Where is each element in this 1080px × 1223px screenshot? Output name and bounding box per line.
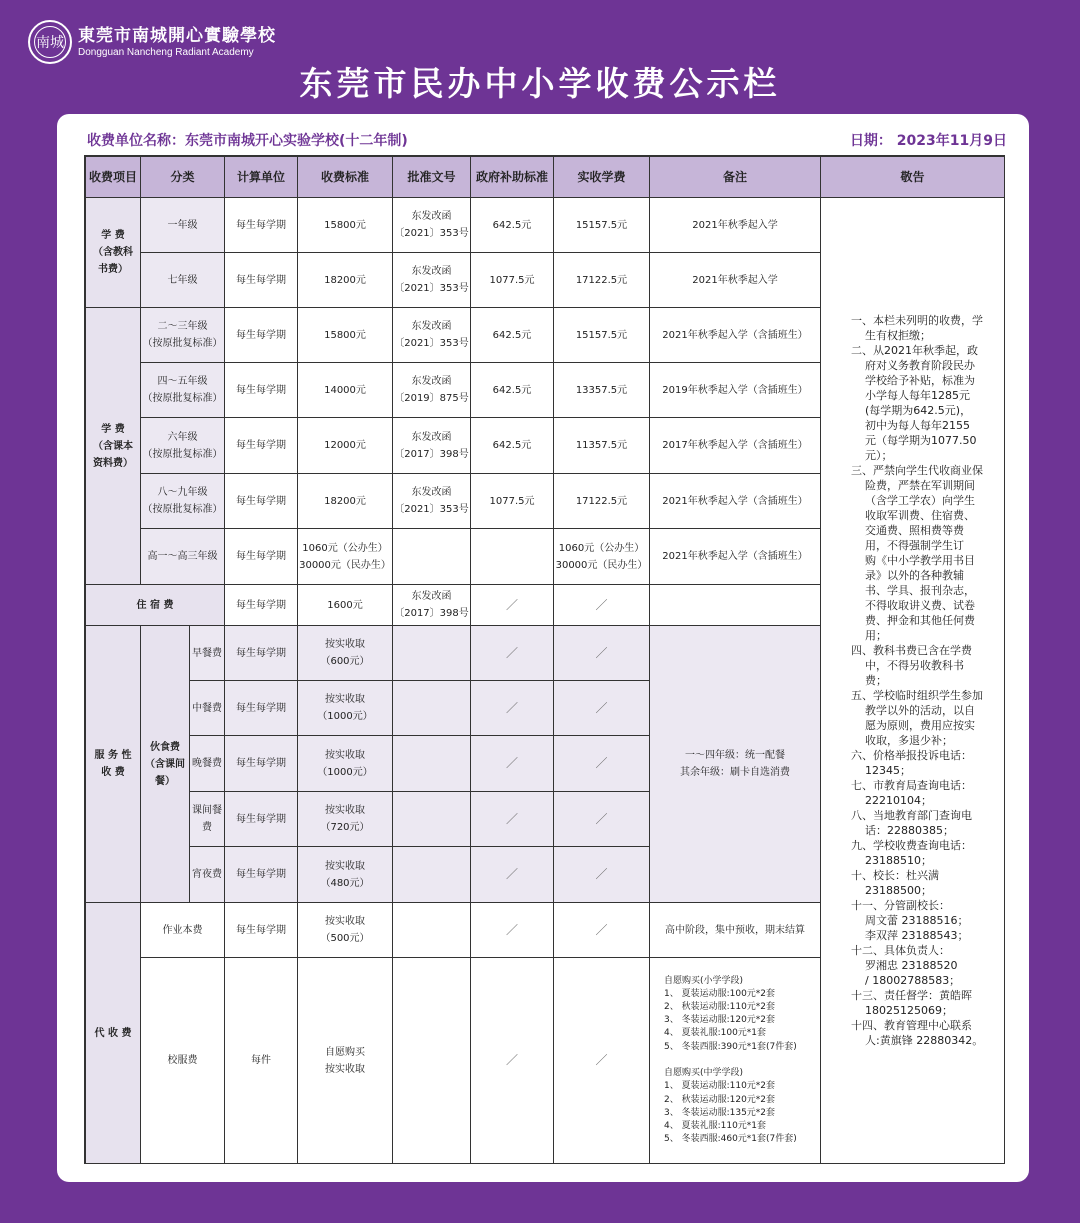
tuition-grade-line: 高一～高三年级 (147, 551, 218, 562)
slash-mark: ／ (471, 792, 554, 847)
boarding-doc-line: 〔2017〕398号 (394, 608, 469, 619)
notice-column-line: 九、学校收费查询电话： 23188510； (851, 839, 972, 867)
category-tuition-textbook-line: 书费） (98, 264, 128, 275)
meal-standard (298, 681, 393, 736)
tuition-unit: 每生每学期 (225, 198, 298, 253)
tuition-standard-line: 18200元 (324, 274, 366, 286)
tuition-grade-line: 七年级 (167, 274, 198, 286)
category-tuition-materials-line: （含课本 (93, 440, 133, 452)
category-tuition-materials-line: 资料费） (93, 457, 133, 469)
tuition-actual (554, 253, 650, 308)
homework-name: 作业本费 (141, 903, 225, 958)
meal-standard-line: （1000元） (317, 711, 373, 722)
tuition-grade-line: （按原批复标准） (142, 393, 223, 404)
tuition-doc-line: 〔2021〕353号 (394, 338, 469, 349)
slash-mark: ／ (554, 903, 650, 958)
slash-mark: ／ (554, 681, 650, 736)
tuition-unit: 每生每学期 (225, 474, 298, 529)
category-meal (141, 626, 190, 903)
boarding-remark (650, 585, 821, 626)
tuition-actual-line: 17122.5元 (575, 274, 628, 286)
tuition-remark: 2021年秋季起入学（含插班生） (650, 529, 821, 585)
slash-mark: ／ (471, 626, 554, 681)
tuition-standard-line: 18200元 (324, 495, 366, 507)
meal-name: 早餐费 (190, 626, 225, 681)
slash-mark: ／ (554, 792, 650, 847)
category-service (86, 626, 141, 903)
tuition-doc-line: 〔2019〕875号 (394, 393, 469, 404)
meal-unit: 每生每学期 (225, 626, 298, 681)
meal-standard-line: 按实收取 (325, 860, 365, 872)
meal-unit: 每生每学期 (225, 736, 298, 792)
uniform-standard-line: 按实收取 (325, 1063, 365, 1075)
tuition-actual (554, 363, 650, 418)
tuition-grade-line: 二～三年级 (157, 321, 208, 332)
slash-mark: ／ (554, 958, 650, 1164)
tuition-grade (141, 363, 225, 418)
tuition-doc (393, 308, 471, 363)
category-tuition-textbook (86, 198, 141, 308)
uniform-name: 校服费 (141, 958, 225, 1164)
boarding-unit: 每生每学期 (225, 585, 298, 626)
meal-standard-line: 按实收取 (325, 639, 365, 650)
category-tuition-textbook-line: 学 费 (101, 230, 125, 241)
tuition-grade-line: 六年级 (167, 431, 198, 443)
meal-remark-line: 其余年级：刷卡自选消费 (680, 767, 790, 778)
tuition-grade-line: （按原批复标准） (142, 448, 223, 460)
meal-remark-line: 一～四年级：统一配餐 (685, 750, 785, 761)
tuition-remark: 2019年秋季起入学（含插班生） (650, 363, 821, 418)
tuition-remark: 2021年秋季起入学 (650, 198, 821, 253)
slash-mark: ／ (471, 681, 554, 736)
notice-column-line: 一、本栏未列明的收费，学 生有权拒缴； (851, 314, 983, 342)
meal-doc (393, 847, 471, 903)
school-name-en: Dongguan Nancheng Radiant Academy (78, 46, 254, 58)
tuition-subsidy: 1077.5元 (471, 474, 554, 529)
tuition-subsidy: 642.5元 (471, 308, 554, 363)
tuition-standard-line: 30000元（民办生） (299, 559, 391, 571)
category-meal-line: 餐） (155, 775, 175, 787)
slash-mark: ／ (554, 847, 650, 903)
header-notice: 敬告 (821, 157, 1005, 198)
tuition-grade (141, 418, 225, 474)
meal-unit: 每生每学期 (225, 681, 298, 736)
header-unit: 计算单位 (225, 157, 298, 198)
tuition-grade (141, 308, 225, 363)
tuition-unit: 每生每学期 (225, 529, 298, 585)
tuition-grade (141, 198, 225, 253)
uniform-doc (393, 958, 471, 1164)
notice-column-line: 四、教科书费已含在学费 中，不得另收教科书 费； (851, 644, 972, 687)
tuition-subsidy: 642.5元 (471, 418, 554, 474)
tuition-standard (298, 198, 393, 253)
tuition-actual-line: 11357.5元 (575, 440, 628, 451)
meal-standard (298, 736, 393, 792)
tuition-doc (393, 529, 471, 585)
meal-doc (393, 736, 471, 792)
tuition-remark: 2017年秋季起入学（含插班生） (650, 418, 821, 474)
tuition-remark: 2021年秋季起入学 (650, 253, 821, 308)
tuition-standard (298, 363, 393, 418)
uniform-remark-line: 5、 冬装西服:390元*1套(7件套) (664, 1041, 797, 1052)
tuition-standard-line: 1060元（公办生） (302, 542, 388, 554)
tuition-unit: 每生每学期 (225, 363, 298, 418)
slash-mark: ／ (471, 736, 554, 792)
slash-mark: ／ (471, 585, 554, 626)
slash-mark: ／ (471, 847, 554, 903)
tuition-actual (554, 308, 650, 363)
tuition-doc-line: 东发改函 (411, 431, 452, 443)
tuition-grade-line: 一年级 (167, 219, 198, 231)
tuition-grade-line: 四～五年级 (157, 376, 208, 387)
meal-doc (393, 626, 471, 681)
meal-standard-line: （1000元） (317, 766, 373, 778)
notice-column-line: 十一、分管副校长： 周文蕾 23188516； 李双萍 23188543； (851, 899, 969, 942)
tuition-doc-line: 〔2017〕398号 (394, 448, 469, 460)
meal-standard-line: （480元） (320, 877, 370, 889)
uniform-standard-line: 自愿购买 (325, 1046, 365, 1058)
uniform-remark-line: 4、 夏装礼服:110元*1套 (664, 1120, 767, 1131)
slash-mark: ／ (471, 958, 554, 1164)
meal-doc (393, 792, 471, 847)
tuition-doc-line: 东发改函 (411, 321, 452, 332)
boarding-doc (393, 585, 471, 626)
tuition-remark: 2021年秋季起入学（含插班生） (650, 308, 821, 363)
tuition-unit: 每生每学期 (225, 253, 298, 308)
slash-mark: ／ (554, 585, 650, 626)
tuition-standard-line: 15800元 (324, 219, 366, 231)
uniform-remark-line: 1、 夏装运动服:110元*2套 (664, 1081, 776, 1092)
meal-name: 宵夜费 (190, 847, 225, 903)
header-standard: 收费标准 (298, 157, 393, 198)
notice-column-line: 六、价格举报投诉电话： 12345； (851, 749, 972, 777)
tuition-standard-line: 12000元 (324, 440, 366, 451)
header-doc: 批准文号 (393, 157, 471, 198)
tuition-doc (393, 418, 471, 474)
tuition-actual-line: 1060元（公办生） (558, 542, 645, 554)
notice-column-line: 十二、具体负责人： 罗湘忠 23188520 / 18002788583； (851, 944, 961, 987)
uniform-remark (650, 958, 821, 1164)
meal-standard-line: （600元） (320, 656, 370, 667)
tuition-subsidy: 1077.5元 (471, 253, 554, 308)
meal-doc (393, 681, 471, 736)
tuition-doc-line: 〔2021〕353号 (394, 228, 469, 239)
header-actual: 实收学费 (554, 157, 650, 198)
category-service-line: 收 费 (101, 767, 125, 778)
tuition-doc-line: 东发改函 (411, 376, 452, 387)
meal-standard-line: 按实收取 (325, 749, 365, 761)
tuition-standard (298, 308, 393, 363)
homework-standard (298, 903, 393, 958)
tuition-standard-line: 15800元 (324, 329, 366, 341)
tuition-standard (298, 474, 393, 529)
tuition-grade-line: （按原批复标准） (142, 504, 223, 515)
tuition-actual-line: 13357.5元 (575, 384, 628, 396)
uniform-remark-line: 2、 秋装运动服:120元*2套 (664, 1094, 776, 1105)
uniform-remark-line: 3、 冬装运动服:120元*2套 (664, 1015, 776, 1026)
uniform-remark-line: 5、 冬装西服:460元*1套(7件套) (664, 1134, 797, 1145)
header-subsidy: 政府补助标准 (471, 157, 554, 198)
notice-column-line: 二、从2021年秋季起，政 府对义务教育阶段民办 学校给予补贴，标准为 小学每人每年1285元 (每学期为642.5元)， 初中为每人每年2155 元（每学期为1077.50 元）； (851, 344, 978, 462)
meal-standard-line: 按实收取 (325, 694, 365, 705)
category-collection: 代 收 费 (86, 903, 141, 1164)
notice-column (821, 198, 1005, 1164)
notice-column-line: 八、当地教育部门查询电 话：22880385； (851, 809, 972, 837)
tuition-actual (554, 474, 650, 529)
tuition-doc (393, 363, 471, 418)
tuition-actual (554, 418, 650, 474)
tuition-doc-line: 〔2021〕353号 (394, 504, 469, 515)
category-service-line: 服 务 性 (94, 750, 132, 761)
meal-standard-line: （720元） (320, 822, 370, 833)
fee-table (84, 155, 1005, 1164)
charging-unit: 收费单位名称：东莞市南城开心实验学校(十二年制) (87, 133, 408, 149)
uniform-remark-line: 1、 夏装运动服:100元*2套 (664, 988, 776, 999)
tuition-actual (554, 529, 650, 585)
tuition-doc-line: 东发改函 (411, 266, 452, 277)
slash-mark: ／ (471, 903, 554, 958)
homework-standard-line: 按实收取 (325, 916, 365, 927)
tuition-actual-line: 30000元（民办生） (555, 559, 648, 571)
uniform-remark-line: 3、 冬装运动服:135元*2套 (664, 1107, 776, 1118)
tuition-standard-line: 14000元 (324, 384, 366, 396)
tuition-grade (141, 529, 225, 585)
tuition-doc-line: 东发改函 (411, 487, 452, 498)
homework-standard-line: （500元） (320, 933, 370, 944)
notice-column-line: 七、市教育局查询电话： 22210104； (851, 779, 972, 807)
tuition-actual-line: 17122.5元 (575, 495, 628, 507)
meal-unit: 每生每学期 (225, 847, 298, 903)
tuition-grade-line: （按原批复标准） (142, 338, 223, 349)
homework-unit: 每生每学期 (225, 903, 298, 958)
category-tuition-materials (86, 308, 141, 585)
tuition-grade (141, 253, 225, 308)
tuition-remark: 2021年秋季起入学（含插班生） (650, 474, 821, 529)
boarding-doc-line: 东发改函 (411, 591, 452, 602)
tuition-standard (298, 418, 393, 474)
homework-remark: 高中阶段，集中预收，期末结算 (650, 903, 821, 958)
meal-standard-line: 按实收取 (325, 805, 365, 816)
header-remark: 备注 (650, 157, 821, 198)
tuition-doc-line: 〔2021〕353号 (394, 283, 469, 294)
tuition-subsidy (471, 529, 554, 585)
school-seal-icon: 南城 (28, 20, 72, 64)
meal-standard (298, 847, 393, 903)
tuition-standard (298, 529, 393, 585)
notice-column-line: 五、学校临时组织学生参加 教学以外的活动，以自 愿为原则，费用应按实 收取，多退少补； (851, 689, 983, 747)
tuition-subsidy: 642.5元 (471, 363, 554, 418)
uniform-remark-line: 自愿购买(中学学段) (664, 1068, 744, 1079)
notice-column-line: 十、校长：杜兴满 23188500； (851, 869, 939, 897)
uniform-unit: 每件 (225, 958, 298, 1164)
meal-name: 晚餐费 (190, 736, 225, 792)
meal-name: 课间餐费 (190, 792, 225, 847)
meal-name: 中餐费 (190, 681, 225, 736)
tuition-actual-line: 15157.5元 (575, 329, 628, 341)
boarding-standard: 1600元 (298, 585, 393, 626)
notice-date: 日期： 2023年11月9日 (849, 133, 1007, 149)
tuition-actual-line: 15157.5元 (575, 219, 628, 231)
meal-remark (650, 626, 821, 903)
tuition-subsidy: 642.5元 (471, 198, 554, 253)
header-item: 收费项目 (86, 157, 141, 198)
uniform-remark-line: 自愿购买(小学学段) (664, 975, 744, 986)
tuition-grade-line: 八～九年级 (157, 487, 208, 498)
tuition-unit: 每生每学期 (225, 418, 298, 474)
category-tuition-textbook-line: （含教科 (93, 247, 133, 258)
notice-column-line: 十四、教育管理中心联系 人:黄旗锋 22880342。 (851, 1019, 984, 1047)
homework-doc (393, 903, 471, 958)
uniform-remark-line: 2、 秋装运动服:110元*2套 (664, 1002, 776, 1013)
tuition-standard (298, 253, 393, 308)
category-meal-line: （含课间 (145, 758, 185, 770)
meal-unit: 每生每学期 (225, 792, 298, 847)
tuition-doc (393, 198, 471, 253)
tuition-doc (393, 474, 471, 529)
tuition-grade (141, 474, 225, 529)
meal-standard (298, 626, 393, 681)
category-tuition-materials-line: 学 费 (101, 423, 125, 435)
tuition-unit: 每生每学期 (225, 308, 298, 363)
category-boarding: 住 宿 费 (86, 585, 225, 626)
tuition-actual (554, 198, 650, 253)
category-meal-line: 伙食费 (150, 741, 180, 753)
uniform-remark-line: 4、 夏装礼服:100元*1套 (664, 1028, 767, 1039)
page-title: 东莞市民办中小学收费公示栏 (299, 64, 781, 103)
uniform-standard (298, 958, 393, 1164)
notice-column-line: 十三、责任督学：黄皓晖 18025125069； (851, 989, 972, 1017)
tuition-doc (393, 253, 471, 308)
tuition-doc-line: 东发改函 (411, 211, 452, 222)
notice-column-line: 三、严禁向学生代收商业保 险费，严禁在军训期间 （含学工学农）向学生 收取军训费、住宿费、 交通费、照相费等费 用，不得强制学生订 购《中小学教学用书目 录》以外的各种教辅 书、学具、报刊杂志， 不得收取讲义费、试卷 费、押金和其他任何费 用； (851, 464, 983, 642)
slash-mark: ／ (554, 626, 650, 681)
slash-mark: ／ (554, 736, 650, 792)
uniform-remark-line (664, 1054, 667, 1067)
header-category: 分类 (141, 157, 225, 198)
meal-standard (298, 792, 393, 847)
school-name-cn: 東莞市南城開心實驗學校 (78, 25, 276, 46)
